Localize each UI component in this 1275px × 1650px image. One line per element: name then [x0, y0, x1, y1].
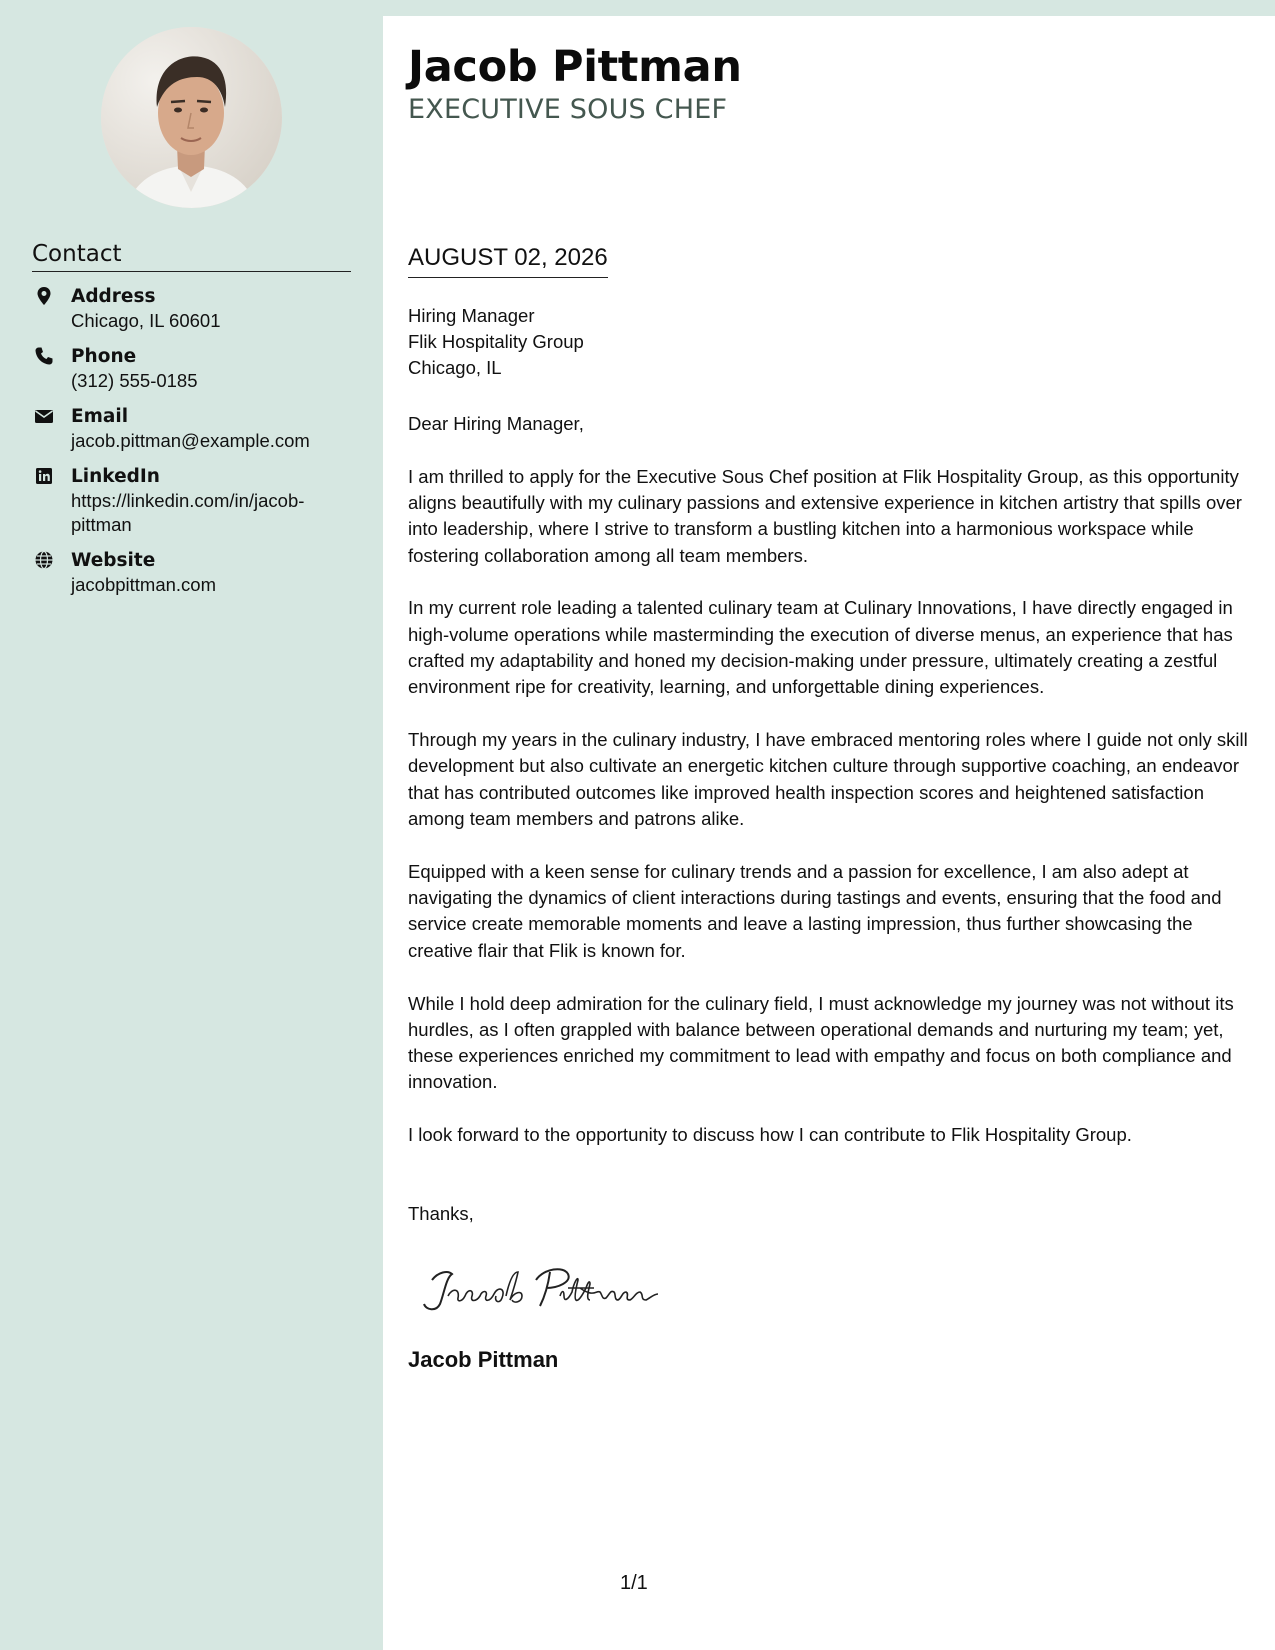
contact-label: LinkedIn [71, 466, 160, 487]
letter-paragraph: I look forward to the opportunity to discuss how I can contribute to Flik Hospitality Group. [408, 1124, 1132, 1146]
contact-heading: Contact [32, 241, 351, 272]
map-pin-icon [34, 286, 54, 306]
applicant-name: Jacob Pittman [408, 42, 742, 92]
contact-item-phone [32, 345, 362, 393]
salutation: Dear Hiring Manager, [408, 413, 584, 434]
avatar [101, 27, 282, 208]
globe-icon [34, 550, 54, 570]
linkedin-icon [34, 466, 54, 486]
contact-label: Address [71, 286, 156, 307]
letter-paragraph: Equipped with a keen sense for culinary trends and a passion for excellence, I am also adept at navigating the dynamics of client interactions during tastings and events, ensuring that the food and service create memorable moments and leave a lasting impression, thus further showcasing the creative flair that Flik is known for. [408, 860, 1222, 961]
contact-item-linkedin [32, 465, 362, 537]
contact-label: Email [71, 406, 129, 427]
closing: Thanks, [408, 1203, 474, 1224]
recipient-line: Hiring Manager [408, 305, 535, 326]
contact-item-website [32, 549, 362, 597]
signed-name: Jacob Pittman [408, 1347, 559, 1372]
avatar-photo [101, 27, 282, 208]
recipient-line: Chicago, IL [408, 357, 502, 378]
linkedin-link[interactable]: https://linkedin.com/in/jacob-pittman [71, 490, 305, 535]
contact-list [32, 285, 362, 609]
envelope-icon [34, 406, 54, 426]
website-link[interactable]: jacobpittman.com [71, 574, 216, 595]
handwritten-signature [418, 1258, 668, 1318]
letter-body [408, 411, 1253, 1175]
email-link[interactable]: jacob.pittman@example.com [71, 430, 310, 451]
recipient-block [408, 303, 584, 381]
contact-label: Phone [71, 346, 137, 367]
letter-paragraph: Through my years in the culinary industry, I have embraced mentoring roles where I guide not only skill development but also cultivate an energetic kitchen culture through supportive coaching, an endeavor that has contributed outcomes like improved health inspection scores and heightened satisfaction among team members and patrons alike. [408, 729, 1248, 830]
letter-paragraph: I am thrilled to apply for the Executive Sous Chef position at Flik Hospitality Group, as this opportunity aligns beautifully with my culinary passions and extensive experience in kitchen artistry that spills over into leadership, where I strive to transform a bustling kitchen into a harmonious workspace while fostering collaboration among all team members. [408, 465, 1242, 566]
letter-paragraph: While I hold deep admiration for the culinary field, I must acknowledge my journey was not without its hurdles, as I often grappled with balance between operational demands and nurturing my team; yet, these experiences enriched my commitment to lead with empathy and focus on both compliance and innovation. [408, 992, 1234, 1093]
contact-value: (312) 555-0185 [71, 370, 198, 391]
page-number: 1/1 [620, 1572, 648, 1594]
contact-value: Chicago, IL 60601 [71, 310, 221, 331]
recipient-line: Flik Hospitality Group [408, 331, 584, 352]
sidebar [0, 0, 383, 1650]
contact-item-email [32, 405, 362, 453]
contact-label: Website [71, 550, 156, 571]
phone-icon [34, 346, 54, 366]
job-title: EXECUTIVE SOUS CHEF [408, 94, 728, 125]
letter-paragraph: In my current role leading a talented culinary team at Culinary Innovations, I have directly engaged in high-volume operations while masterminding the execution of diverse menus, an experience that has crafted my adaptability and honed my decision-making under pressure, ultimately creating a zestful environment ripe for creativity, learning, and unforgettable dining experiences. [408, 597, 1233, 698]
contact-item-address [32, 285, 362, 333]
letter-date: AUGUST 02, 2026 [408, 244, 608, 278]
